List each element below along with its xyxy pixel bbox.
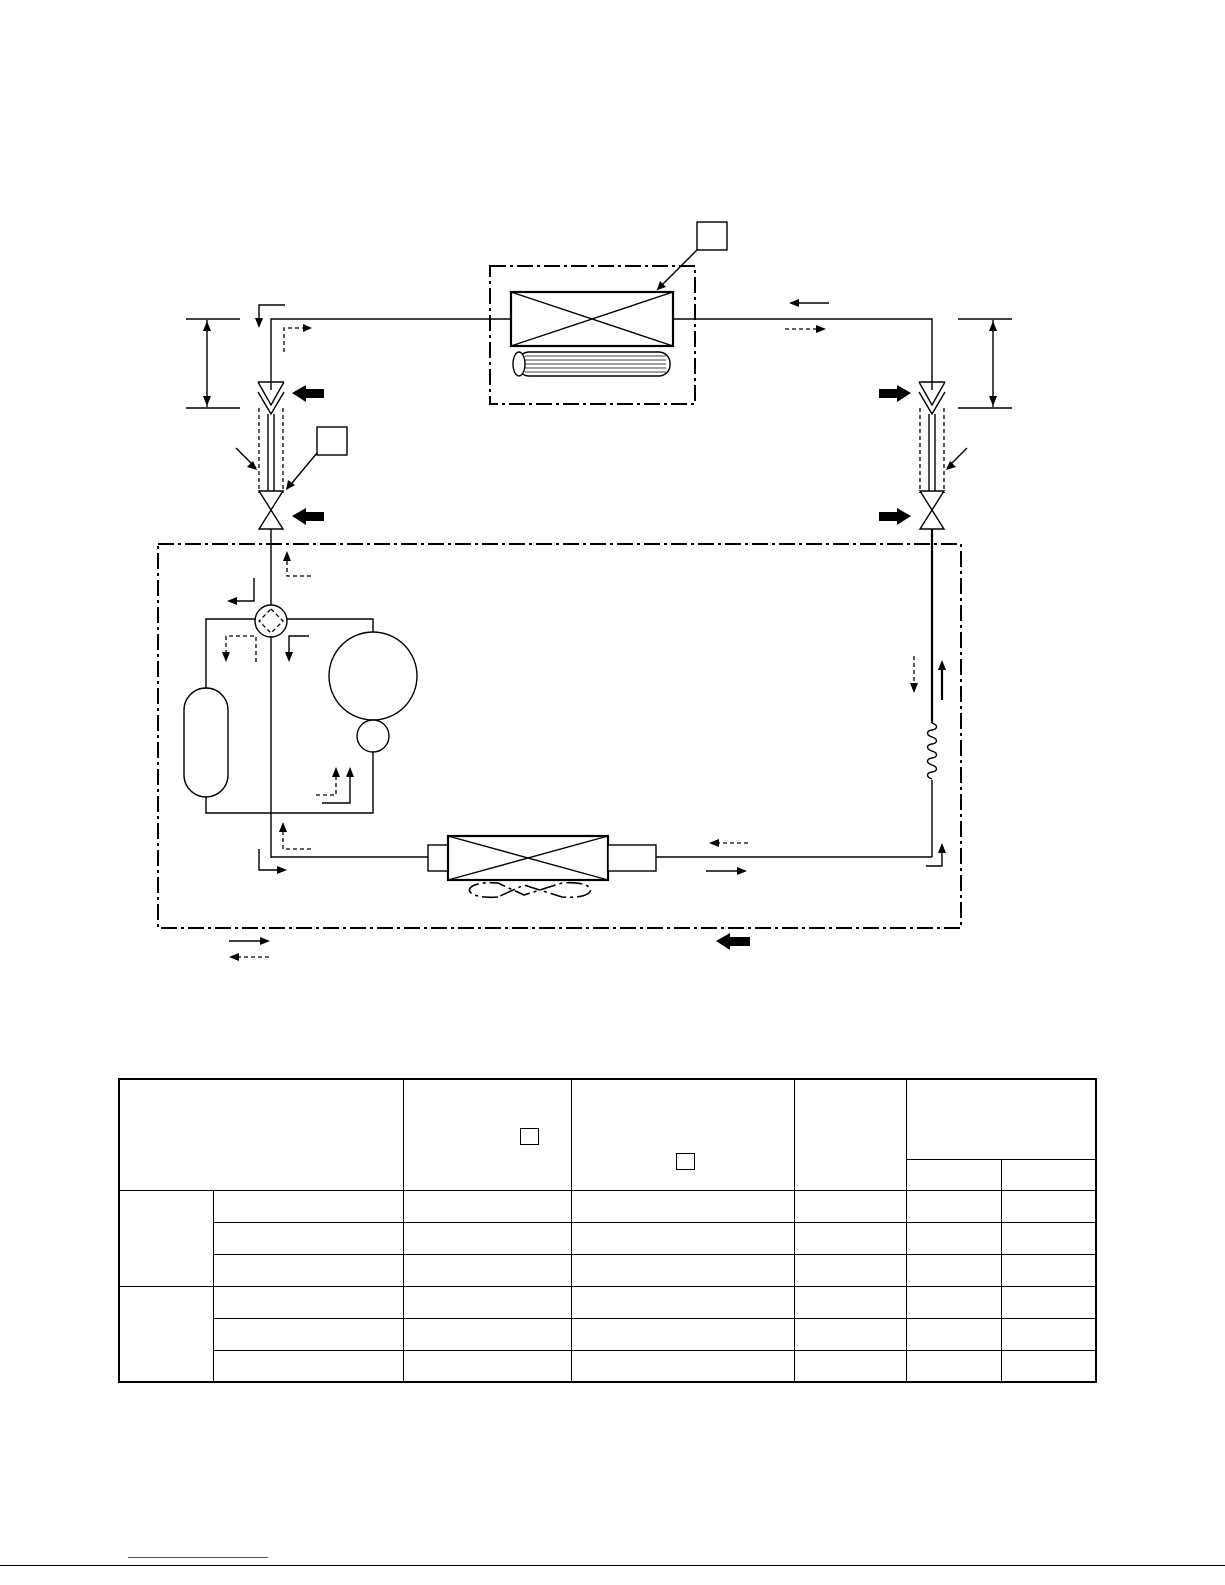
table-cell	[1001, 1350, 1096, 1382]
table-header-col3	[571, 1079, 794, 1190]
outdoor-heat-exchanger	[428, 836, 656, 880]
legend-arrow-dashed	[229, 953, 270, 961]
table-cell	[794, 1190, 906, 1222]
flow-arrow-top-right-solid	[789, 299, 829, 307]
legend-bold-arrow	[716, 933, 750, 950]
table-cell	[1001, 1286, 1096, 1318]
table-cell	[213, 1286, 403, 1318]
table-cell	[571, 1350, 794, 1382]
table-cell	[403, 1318, 571, 1350]
table-cell	[571, 1318, 794, 1350]
flow-arrow-right-solid-up	[938, 660, 946, 700]
table-cell	[906, 1286, 1001, 1318]
table-cell	[213, 1222, 403, 1254]
table-cell	[571, 1254, 794, 1286]
outdoor-fan-icon	[470, 883, 591, 898]
table-cell	[403, 1254, 571, 1286]
bold-arrow-right-upper	[879, 385, 911, 402]
table-cell	[1001, 1190, 1096, 1222]
flow-arrow-bottom-left-solid	[259, 849, 287, 874]
table-cell	[906, 1190, 1001, 1222]
bold-arrow-left-upper	[292, 385, 324, 402]
flow-arrow-bottom-left-dashed	[279, 822, 311, 849]
footer-rule	[0, 1565, 1225, 1566]
pipe-insulation-left	[259, 408, 283, 493]
table-cell	[403, 1286, 571, 1318]
legend-arrow-solid	[229, 937, 270, 945]
table-cell	[403, 1350, 571, 1382]
table-header-col5b	[1001, 1159, 1096, 1190]
table-header-col4	[794, 1079, 906, 1190]
table-header-col2	[403, 1079, 571, 1190]
table-cell	[213, 1318, 403, 1350]
flow-arrow-right-bottom-solid	[926, 843, 946, 866]
flow-arrow-right-dashed-down	[910, 656, 918, 693]
table-cell	[1001, 1318, 1096, 1350]
callout-box-valve	[317, 427, 347, 455]
footer-link[interactable]	[128, 1557, 268, 1558]
bold-arrow-right-lower	[879, 508, 911, 525]
table-header-col5a	[906, 1159, 1001, 1190]
bold-arrow-left-lower	[292, 508, 324, 525]
table-cell	[213, 1190, 403, 1222]
table-cell	[794, 1254, 906, 1286]
flow-arrow-top-left-dashed	[284, 324, 312, 352]
service-valve-left	[259, 491, 283, 529]
table-cell	[1001, 1222, 1096, 1254]
table-header-model	[119, 1079, 403, 1190]
header-ref-box-1	[520, 1128, 539, 1145]
capillary-tube	[928, 723, 937, 779]
flow-arrow-top-left-solid	[255, 305, 285, 328]
pipe-insulation-right	[920, 408, 944, 493]
table-cell	[213, 1254, 403, 1286]
table-cell	[1001, 1254, 1096, 1286]
table-header-col5	[906, 1079, 1096, 1159]
callout-box-indoor-hx	[697, 222, 727, 250]
table-cell	[571, 1286, 794, 1318]
indoor-heat-exchanger	[511, 292, 673, 346]
table-cell	[571, 1190, 794, 1222]
header-ref-box-2	[676, 1153, 695, 1170]
table-cell	[906, 1222, 1001, 1254]
indoor-fan-icon	[513, 352, 670, 376]
table-cell	[794, 1350, 906, 1382]
service-valve-right	[920, 491, 944, 529]
table-cell	[794, 1318, 906, 1350]
spec-table	[118, 1078, 1097, 1383]
flow-arrow-top-right-dashed	[785, 325, 826, 333]
table-cell	[906, 1318, 1001, 1350]
table-cell	[794, 1222, 906, 1254]
table-group-b-label	[119, 1286, 213, 1382]
four-way-valve	[255, 605, 287, 637]
table-cell	[794, 1286, 906, 1318]
flow-arrow-comp-return-dashed	[316, 767, 340, 795]
accumulator	[184, 688, 228, 797]
flow-arrow-accum-dashed	[222, 636, 256, 662]
flow-arrow-valve-dashed	[283, 551, 311, 576]
table-cell	[213, 1350, 403, 1382]
height-dimension-left	[186, 319, 240, 408]
flow-arrow-mid-dashed	[709, 839, 749, 847]
height-dimension-right	[958, 319, 1012, 408]
table-cell	[906, 1350, 1001, 1382]
table-cell	[906, 1254, 1001, 1286]
compressor	[329, 632, 417, 752]
table-cell	[571, 1222, 794, 1254]
flow-arrow-valve-solid	[227, 578, 254, 605]
table-group-a-label	[119, 1190, 213, 1286]
table-cell	[403, 1222, 571, 1254]
flow-arrow-comp-solid	[285, 636, 309, 662]
table-cell	[403, 1190, 571, 1222]
flow-arrow-mid-solid	[706, 867, 747, 875]
